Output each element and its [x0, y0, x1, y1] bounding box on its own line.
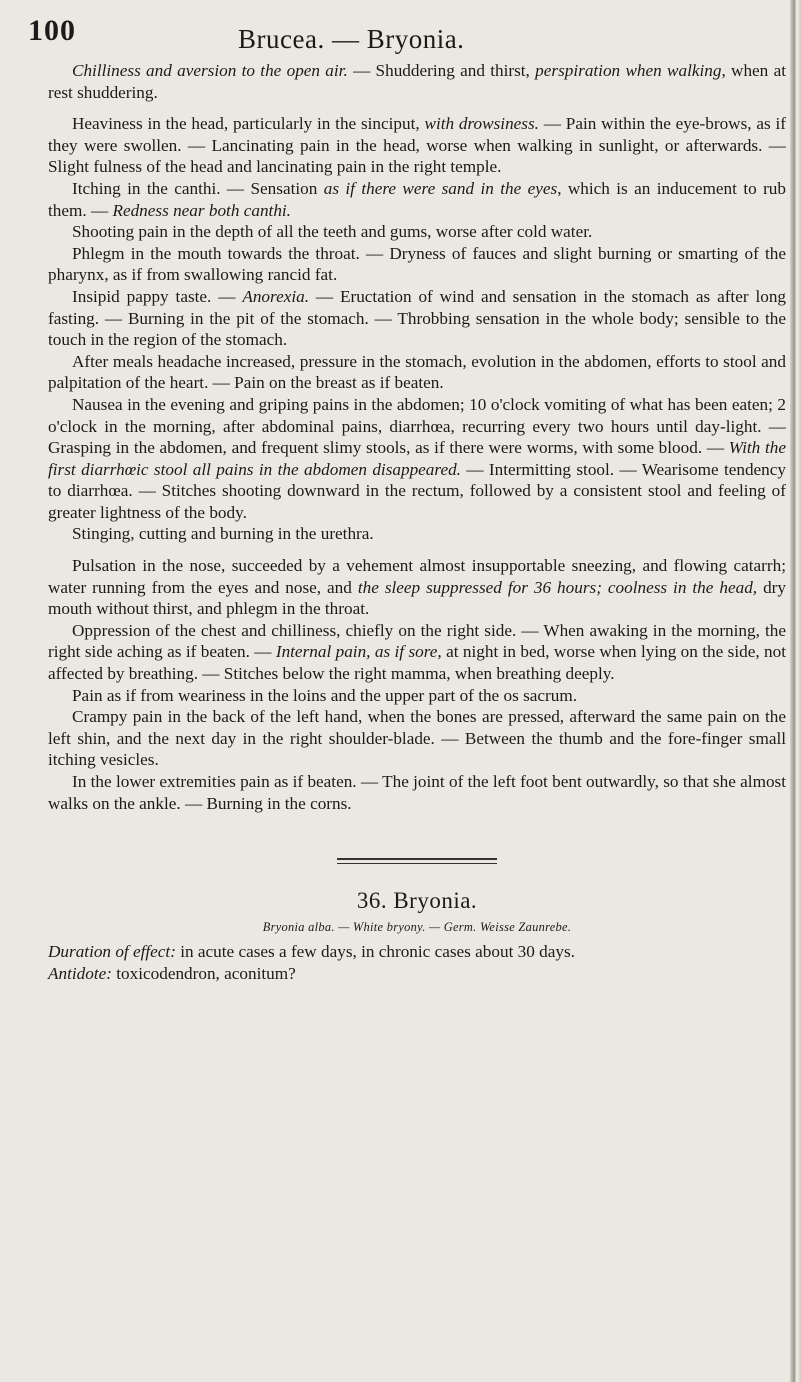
section-title: 36. Bryonia.	[356, 888, 478, 914]
text-run: Pulsation in the nose, succeeded by a vehement almost insupportable sneezing, and flowing catarrh; water running from the eyes and nose, and	[48, 556, 786, 597]
text-run: Heaviness in the head, particularly in the sinciput,	[72, 114, 425, 134]
running-title: Brucea. — Bryonia.	[238, 24, 465, 54]
symptom-paragraph	[48, 685, 786, 707]
text-run: — Eructation of wind and sensation in the stomach as after long fasting. — Burning in the pit of the stomach. — Throbbing sensation in the whole body; sensible to the touch in the region of the stomach.	[48, 286, 787, 350]
symptom-list	[48, 60, 786, 814]
text-run: Nausea in the evening and griping pains in the abdomen; 10 o'clock vomiting of what has been eaten; 2 o'clock in the morning, after abdominal pains, diarrhœa, recurring every two hours until day-light. — Grasping in the abdomen, and frequent slimy stools, as if there were worms, with some blood. —	[48, 394, 786, 458]
symptom-paragraph	[48, 178, 786, 221]
symptom-paragraph	[48, 221, 786, 243]
italic-run: the sleep suppressed for 36 hours; coolness in the head,	[357, 577, 758, 597]
text-run: , when at rest shuddering.	[48, 61, 786, 102]
page-header	[28, 14, 786, 60]
antidote-label: Antidote:	[48, 963, 112, 983]
antidote-text: toxicodendron, aconitum?	[111, 963, 296, 983]
italic-run: With the first diarrhœic stool all pains in the abdomen disappeared.	[48, 438, 786, 479]
duration-label: Duration of effect:	[48, 942, 176, 962]
symptom-paragraph	[48, 706, 786, 771]
antidote-paragraph	[48, 963, 786, 985]
text-run: dry mouth without thirst, and phlegm in the throat.	[48, 577, 786, 619]
symptom-paragraph	[48, 523, 786, 545]
italic-run: Anorexia.	[242, 286, 309, 306]
text-run: Phlegm in the mouth towards the throat. — Dryness of fauces and slight burning or smarting of the pharynx, as if from swallowing rancid fat.	[48, 243, 786, 285]
text-run: at night in bed, worse when lying on the side, not affected by breathing. — Stitches below the right mamma, when breathing deeply.	[48, 642, 786, 684]
symptom-paragraph	[48, 620, 786, 685]
symptom-paragraph	[48, 243, 786, 286]
text-run: Stinging, cutting and burning in the urethra.	[72, 524, 374, 544]
symptom-paragraph	[48, 771, 786, 814]
divider-line	[337, 858, 497, 860]
section-divider	[337, 858, 497, 864]
italic-run: Internal pain, as if sore,	[275, 642, 442, 662]
italic-run: Chilliness and aversion to the open air.	[72, 61, 348, 80]
text-run: — Shuddering and thirst,	[347, 61, 536, 80]
italic-run: perspiration when walking	[535, 61, 722, 80]
text-run: In the lower extremities pain as if beaten. — The joint of the left foot bent outwardly, so that she almost walks on the ankle. — Burning in the corns.	[48, 772, 786, 813]
divider-line	[337, 863, 497, 865]
text-run: Oppression of the chest and chilliness, chiefly on the right side. — When awaking in the morning, the right side aching as if beaten. —	[48, 620, 786, 662]
section-synonyms: Bryonia alba. — White bryony. — Germ. Weisse Zaunrebe.	[262, 920, 572, 935]
symptom-paragraph	[48, 555, 786, 620]
italic-run: as if there were sand in the eyes	[323, 178, 558, 198]
symptom-paragraph	[48, 351, 786, 394]
italic-run: Redness near both canthi.	[112, 200, 291, 220]
symptom-paragraph	[48, 113, 786, 178]
duration-paragraph	[48, 941, 786, 963]
text-run: Insipid pappy taste. —	[72, 286, 243, 306]
italic-run: with drowsiness.	[424, 114, 539, 134]
text-run: Pain as if from weariness in the loins and the upper part of the os sacrum.	[72, 685, 577, 705]
text-run: Itching in the canthi. — Sensation	[72, 178, 324, 198]
page-number: 100	[28, 14, 76, 47]
page-content	[28, 14, 787, 985]
section-meta	[48, 941, 786, 984]
text-run: Shooting pain in the depth of all the teeth and gums, worse after cold water.	[72, 222, 593, 242]
text-run: — Intermitting stool. — Wearisome tendency to diarrhœa. — Stitches shooting downward in the rectum, followed by a consistent stool and feeling of greater lightness of the body.	[48, 459, 786, 522]
text-run: , which is an inducement to rub them. —	[48, 178, 786, 220]
symptom-paragraph	[48, 394, 786, 524]
symptom-paragraph	[48, 286, 786, 351]
text-run: — Pain within the eye-brows, as if they were swollen. — Lancinating pain in the head, worse when walking in sunlight, or afterwards. — Slight fulness of the head and lancinating pain in the right temple.	[48, 114, 786, 177]
page-edge-shadow	[790, 0, 801, 1382]
symptom-paragraph	[48, 60, 786, 103]
text-run: Crampy pain in the back of the left hand, when the bones are pressed, afterward the same pain on the left shin, and the next day in the right shoulder-blade. — Between the thumb and the fore-finger small itching vesicles.	[48, 707, 786, 770]
text-run: After meals headache increased, pressure in the stomach, evolution in the abdomen, efforts to stool and palpitation of the heart. — Pain on the breast as if beaten.	[48, 351, 786, 393]
duration-text: in acute cases a few days, in chronic cases about 30 days.	[175, 942, 575, 962]
